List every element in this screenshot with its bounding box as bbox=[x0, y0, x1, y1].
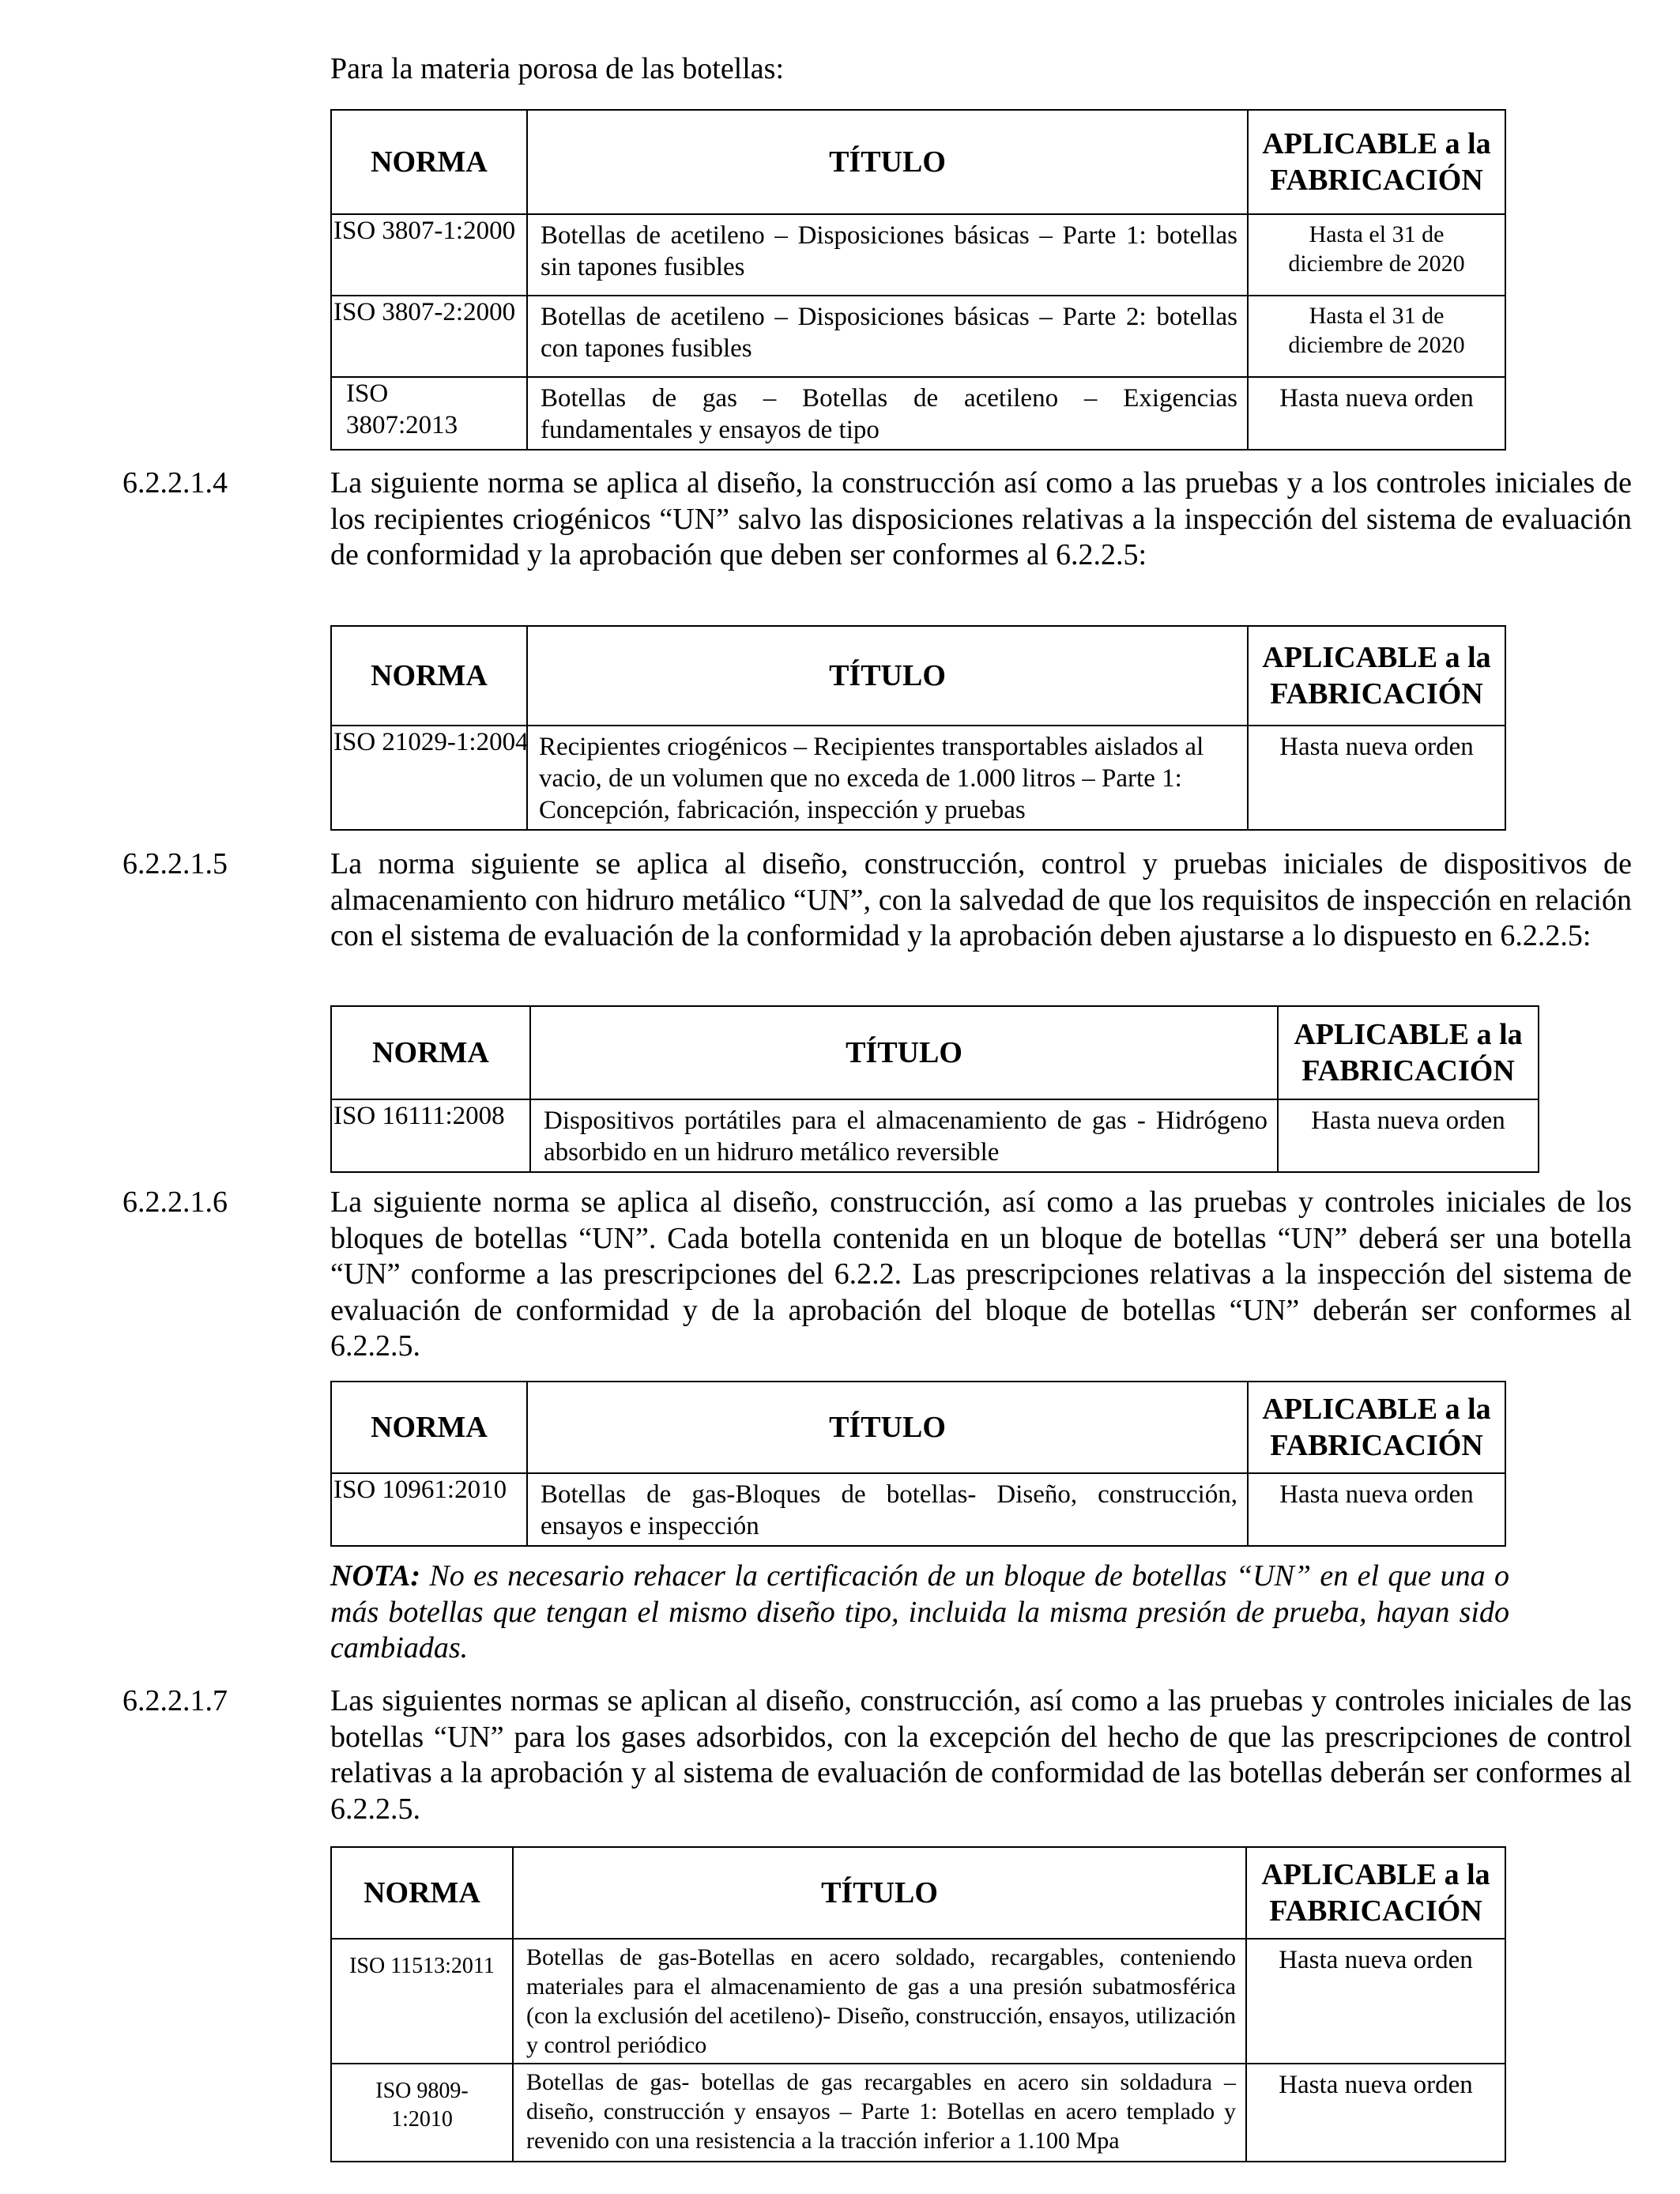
header-titulo: TÍTULO bbox=[530, 1006, 1278, 1099]
cell-titulo: Botellas de gas-Bloques de botellas- Diseño, construcción, ensayos e inspección bbox=[527, 1473, 1248, 1546]
header-aplicable: APLICABLE a la FABRICACIÓN bbox=[1248, 626, 1505, 726]
header-norma: NORMA bbox=[331, 626, 527, 726]
note-text: No es necesario rehacer la certificación de un bloque de botellas “UN” en el que una o más botellas que tengan el mismo diseño tipo, incluida la misma presión de prueba, hayan sido cambiadas. bbox=[330, 1559, 1509, 1664]
cell-norma: ISO 16111:2008 bbox=[331, 1099, 530, 1172]
table-row bbox=[331, 296, 1505, 377]
cell-norma: ISO 21029-1:2004 bbox=[331, 726, 527, 830]
table-header-row bbox=[331, 1847, 1505, 1939]
table-row bbox=[331, 2064, 1505, 2162]
header-aplicable: APLICABLE a la FABRICACIÓN bbox=[1278, 1006, 1539, 1099]
section-number: 6.2.2.1.6 bbox=[122, 1186, 228, 1219]
table-cylinder-bundles bbox=[330, 1381, 1506, 1547]
note-label: NOTA: bbox=[330, 1559, 420, 1593]
cell-aplicable: Hasta el 31 de diciembre de 2020 bbox=[1248, 296, 1505, 377]
cell-titulo: Botellas de gas – Botellas de acetileno – Exigencias fundamentales y ensayos de tipo bbox=[527, 377, 1248, 450]
table-row bbox=[331, 726, 1505, 830]
header-titulo: TÍTULO bbox=[513, 1847, 1246, 1939]
section-text: La siguiente norma se aplica al diseño, la construcción así como a las pruebas y a los controles iniciales de los recipientes criogénicos “UN” salvo las disposiciones relativas a la inspección del sistema de evaluación de conformidad y la aprobación que deben ser conformes al 6.2.2.5: bbox=[330, 466, 1632, 571]
header-norma: NORMA bbox=[331, 1847, 513, 1939]
table-header-row bbox=[331, 626, 1505, 726]
intro-text: Para la materia porosa de las botellas: bbox=[330, 52, 785, 85]
table-porous-material bbox=[330, 109, 1506, 450]
table-row bbox=[331, 1939, 1505, 2064]
header-aplicable: APLICABLE a la FABRICACIÓN bbox=[1246, 1847, 1505, 1939]
cell-titulo: Recipientes criogénicos – Recipientes transportables aislados al vacio, de un volumen que no exceda de 1.000 litros – Parte 1: Concepción, fabricación, inspección y pruebas bbox=[527, 726, 1248, 830]
table-row bbox=[331, 1473, 1505, 1546]
cell-aplicable: Hasta nueva orden bbox=[1248, 377, 1505, 450]
section-number: 6.2.2.1.7 bbox=[122, 1684, 228, 1717]
note-paragraph bbox=[330, 1559, 1509, 1667]
header-aplicable: APLICABLE a la FABRICACIÓN bbox=[1248, 1382, 1505, 1473]
table-adsorbed-gases bbox=[330, 1846, 1506, 2162]
cell-titulo: Dispositivos portátiles para el almacenamiento de gas - Hidrógeno absorbido en un hidruro metálico reversible bbox=[530, 1099, 1278, 1172]
cell-norma: ISO 11513:2011 bbox=[331, 1939, 513, 2064]
section-text: La siguiente norma se aplica al diseño, construcción, así como a las pruebas y controles iniciales de los bloques de botellas “UN”. Cada botella contenida en un bloque de botellas “UN” deberá ser una botella “UN” conforme a las prescripciones del 6.2.2. Las prescripciones relativas a la inspección del sistema de evaluación de conformidad y de la aprobación del bloque de botellas “UN” deberán ser conformes al 6.2.2.5. bbox=[330, 1186, 1632, 1363]
section-number: 6.2.2.1.4 bbox=[122, 466, 228, 499]
cell-norma: ISO 3807-1:2000 bbox=[331, 214, 527, 296]
table-metal-hydride bbox=[330, 1005, 1539, 1173]
section-text: La norma siguiente se aplica al diseño, construcción, control y pruebas iniciales de dispositivos de almacenamiento con hidruro metálico “UN”, con la salvedad de que los requisitos de inspección en relación con el sistema de evaluación de la conformidad y la aprobación deben ajustarse a lo dispuesto en 6.2.2.5: bbox=[330, 847, 1632, 952]
cell-aplicable: Hasta el 31 de diciembre de 2020 bbox=[1248, 214, 1505, 296]
section-number: 6.2.2.1.5 bbox=[122, 847, 228, 880]
header-norma: NORMA bbox=[331, 1006, 530, 1099]
header-titulo: TÍTULO bbox=[527, 110, 1248, 214]
header-titulo: TÍTULO bbox=[527, 626, 1248, 726]
cell-aplicable: Hasta nueva orden bbox=[1248, 1473, 1505, 1546]
section-text: Las siguientes normas se aplican al diseño, construcción, así como a las pruebas y controles iniciales de las botellas “UN” para los gases adsorbidos, con la excepción del hecho de que las prescripciones de control relativas a la aprobación y al sistema de evaluación de conformidad de las botellas deberán ser conformes al 6.2.2.5. bbox=[330, 1684, 1632, 1826]
table-cryogenic bbox=[330, 625, 1506, 831]
cell-aplicable: Hasta nueva orden bbox=[1278, 1099, 1539, 1172]
cell-aplicable: Hasta nueva orden bbox=[1246, 2064, 1505, 2162]
table-header-row bbox=[331, 1382, 1505, 1473]
cell-aplicable: Hasta nueva orden bbox=[1246, 1939, 1505, 2064]
header-norma: NORMA bbox=[331, 1382, 527, 1473]
table-row bbox=[331, 1099, 1539, 1172]
header-titulo: TÍTULO bbox=[527, 1382, 1248, 1473]
cell-norma: ISO 10961:2010 bbox=[331, 1473, 527, 1546]
cell-titulo: Botellas de gas- botellas de gas recargables en acero sin soldadura – diseño, construcción y ensayos – Parte 1: Botellas en acero templado y revenido con una resistencia a la tracción inferior a 1.100 Mpa bbox=[513, 2064, 1246, 2162]
cell-norma: ISO 3807-2:2000 bbox=[331, 296, 527, 377]
table-header-row bbox=[331, 110, 1505, 214]
cell-titulo: Botellas de acetileno – Disposiciones básicas – Parte 2: botellas con tapones fusibles bbox=[527, 296, 1248, 377]
cell-norma: ISO 3807:2013 bbox=[331, 377, 527, 450]
cell-titulo: Botellas de acetileno – Disposiciones básicas – Parte 1: botellas sin tapones fusibles bbox=[527, 214, 1248, 296]
header-aplicable: APLICABLE a la FABRICACIÓN bbox=[1248, 110, 1505, 214]
table-row bbox=[331, 377, 1505, 450]
table-header-row bbox=[331, 1006, 1539, 1099]
cell-norma: ISO 9809-1:2010 bbox=[331, 2064, 513, 2162]
header-norma: NORMA bbox=[331, 110, 527, 214]
table-row bbox=[331, 214, 1505, 296]
cell-titulo: Botellas de gas-Botellas en acero soldado, recargables, conteniendo materiales para el almacenamiento de gas a una presión subatmosférica (con la exclusión del acetileno)- Diseño, construcción, ensayos, utilización y control periódico bbox=[513, 1939, 1246, 2064]
cell-aplicable: Hasta nueva orden bbox=[1248, 726, 1505, 830]
